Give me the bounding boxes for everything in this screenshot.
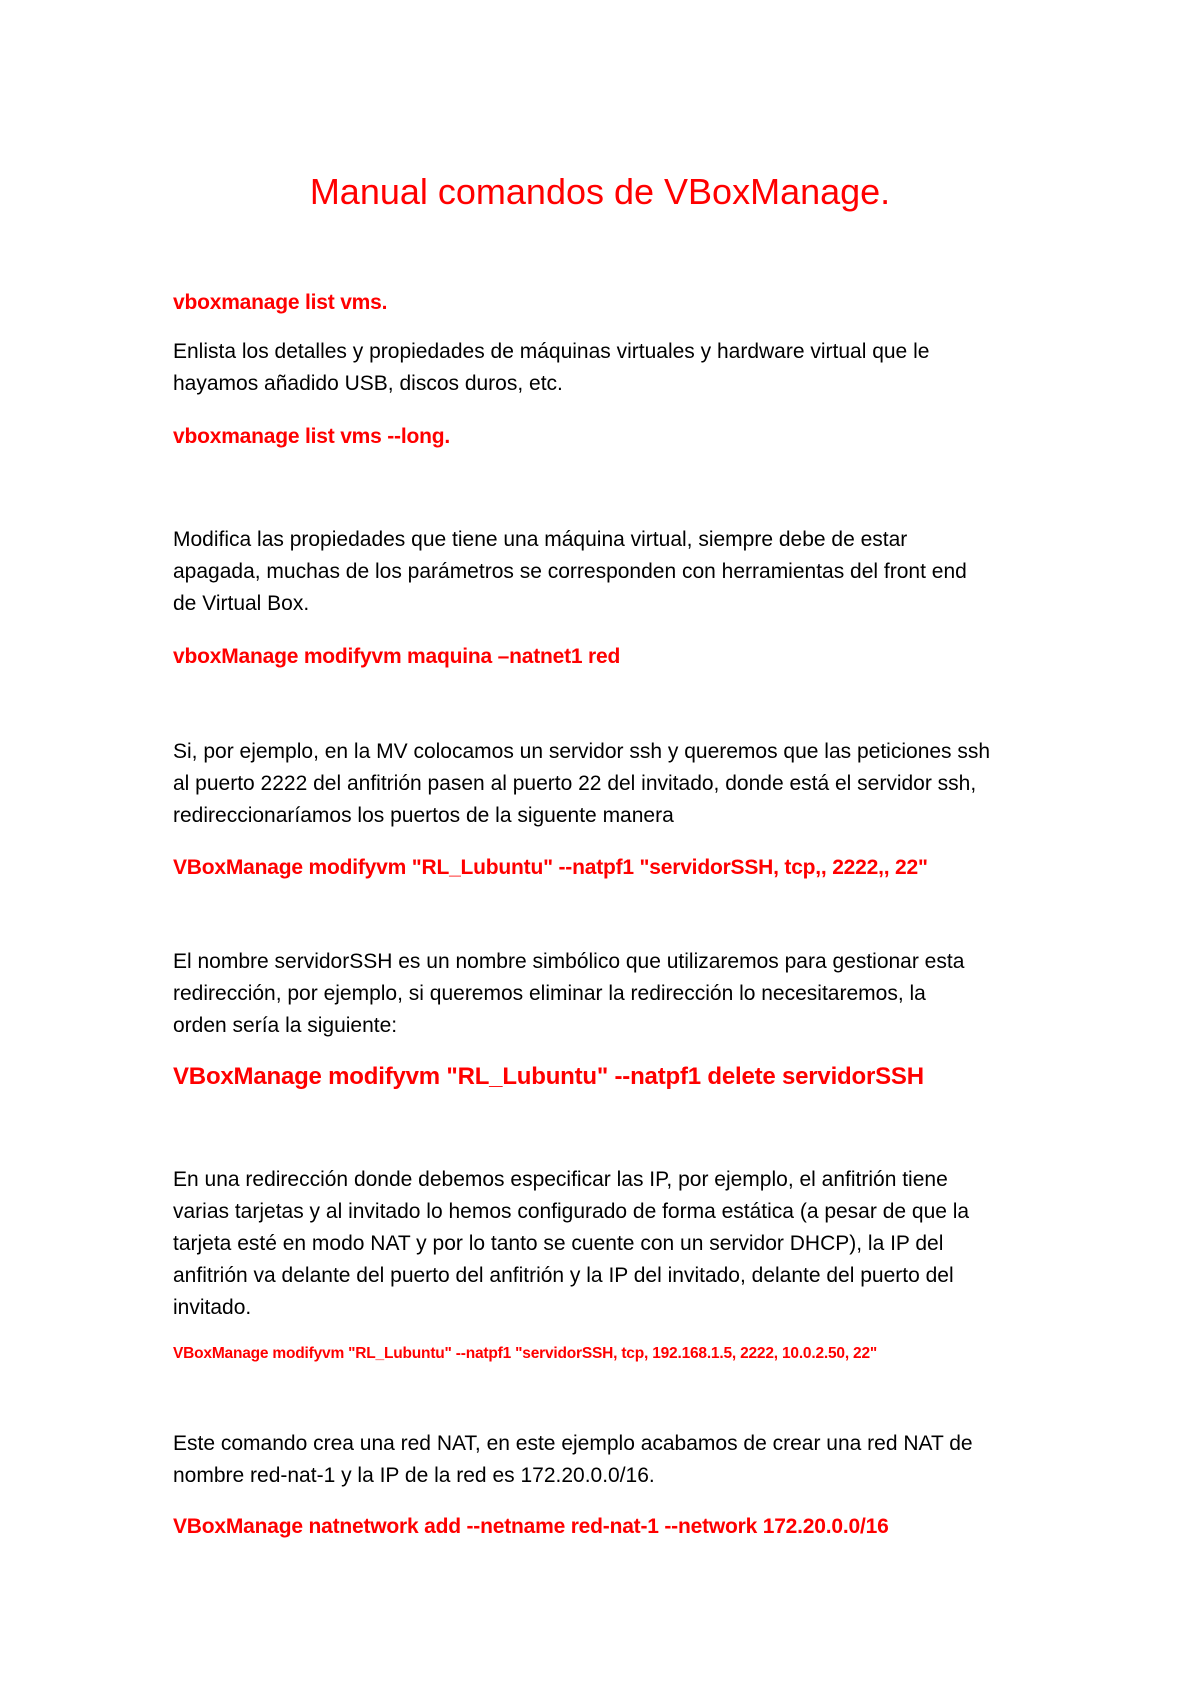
paragraph-line: invitado.: [173, 1296, 252, 1319]
paragraph-line: varias tarjetas y al invitado lo hemos configurado de forma estática (a pesar de que la: [173, 1200, 970, 1223]
paragraph-line: El nombre servidorSSH es un nombre simbólico que utilizaremos para gestionar esta: [173, 950, 965, 973]
document-title: Manual comandos de VBoxManage.: [309, 171, 891, 213]
paragraph-line: apagada, muchas de los parámetros se corresponden con herramientas del front end: [173, 560, 967, 583]
paragraph-line: de Virtual Box.: [173, 592, 310, 615]
paragraph-list-vms-description: [173, 336, 929, 400]
paragraph-line: redireccionaríamos los puertos de la siguente manera: [173, 804, 674, 827]
paragraph-line: Si, por ejemplo, en la MV colocamos un servidor ssh y queremos que las peticiones ssh: [173, 740, 991, 763]
paragraph-line: redirección, por ejemplo, si queremos eliminar la redirección lo necesitaremos, la: [173, 982, 926, 1005]
paragraph-line: En una redirección donde debemos especificar las IP, por ejemplo, el anfitrión tiene: [173, 1168, 948, 1191]
paragraph-line: tarjeta esté en modo NAT y por lo tanto se cuente con un servidor DHCP), la IP del: [173, 1232, 944, 1255]
command-list-vms-long: vboxmanage list vms --long.: [173, 425, 450, 448]
paragraph-port-forward-description: [173, 736, 990, 832]
command-list-vms: vboxmanage list vms.: [173, 291, 388, 314]
paragraph-ip-redirect-description: [173, 1164, 969, 1324]
paragraph-line: nombre red-nat-1 y la IP de la red es 172.20.0.0/16.: [173, 1464, 655, 1487]
command-natnetwork-add: VBoxManage natnetwork add --netname red-nat-1 --network 172.20.0.0/16: [173, 1515, 889, 1538]
paragraph-natnetwork-description: [173, 1428, 973, 1492]
command-natpf1-add: VBoxManage modifyvm "RL_Lubuntu" --natpf1 "servidorSSH, tcp,, 2222,, 22": [173, 856, 928, 879]
paragraph-line: Este comando crea una red NAT, en este ejemplo acabamos de crear una red NAT de: [173, 1432, 973, 1455]
paragraph-line: anfitrión va delante del puerto del anfitrión y la IP del invitado, delante del puerto del: [173, 1264, 954, 1287]
paragraph-line: Modifica las propiedades que tiene una máquina virtual, siempre debe de estar: [173, 528, 908, 551]
paragraph-line: Enlista los detalles y propiedades de máquinas virtuales y hardware virtual que le: [173, 340, 930, 363]
paragraph-line: hayamos añadido USB, discos duros, etc.: [173, 372, 563, 395]
paragraph-rule-name-description: [173, 946, 964, 1042]
command-natpf1-delete: VBoxManage modifyvm "RL_Lubuntu" --natpf1 delete servidorSSH: [173, 1063, 924, 1090]
command-modifyvm-natnet: vboxManage modifyvm maquina –natnet1 red: [173, 645, 621, 668]
paragraph-modifyvm-description: [173, 524, 967, 620]
paragraph-line: al puerto 2222 del anfitrión pasen al puerto 22 del invitado, donde está el servidor ssh,: [173, 772, 977, 795]
paragraph-line: orden sería la siguiente:: [173, 1014, 398, 1037]
command-natpf1-add-ip: VBoxManage modifyvm "RL_Lubuntu" --natpf1 "servidorSSH, tcp, 192.168.1.5, 2222, 10.0.2.50, 22": [173, 1345, 878, 1362]
